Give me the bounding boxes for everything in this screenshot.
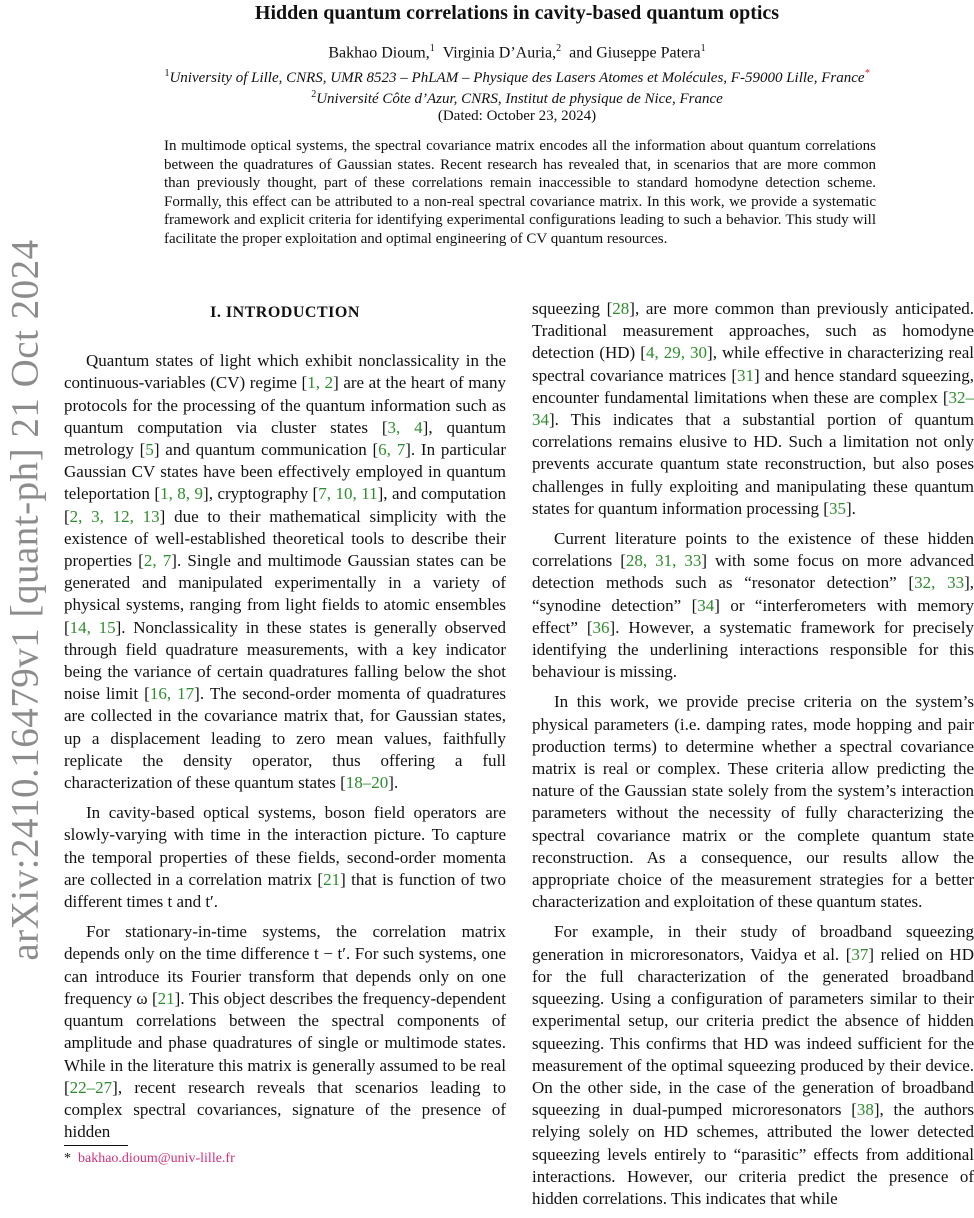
citation-link[interactable]: 18–20	[345, 773, 389, 793]
corresponding-author-link[interactable]: *	[864, 68, 870, 79]
footnote-rule	[64, 1145, 128, 1146]
citation-link[interactable]: 32–34	[532, 387, 974, 430]
author-name: Bakhao Dioum,	[328, 44, 430, 62]
citation-link[interactable]: 1, 2	[307, 373, 334, 393]
citation-link[interactable]: 22–27	[69, 1077, 113, 1097]
paragraph: In cavity-based optical systems, boson field operators are slowly-varying with time in the interaction picture. To capture the temporal properties of these fields, second-order momenta are collected in a correlation matrix [21] that is function of two different times t and t′.	[64, 803, 506, 912]
citation-link[interactable]: 21	[157, 988, 175, 1008]
citation-link[interactable]: 2, 7	[143, 551, 172, 571]
citation-link[interactable]: 21	[323, 869, 341, 889]
citation-link[interactable]: 32, 33	[914, 573, 965, 593]
author-name: and Giuseppe Patera	[569, 44, 701, 62]
citation-link[interactable]: 4, 29, 30	[645, 343, 708, 363]
affiliation-mark: 2	[311, 89, 317, 100]
citation-link[interactable]: 3, 4	[387, 417, 423, 437]
affiliation-2	[60, 89, 974, 108]
arxiv-sidebar-stamp	[0, 0, 50, 1200]
citation-link[interactable]: 34	[697, 595, 715, 615]
paragraph: Current literature points to the existence of these hidden correlations [28, 31, 33] with some focus on more advanced detection methods such as “resonator detection” [32, 33], “synodine detection” [34] or “interferometers with memory effect” [36]. However, a systematic framework for precisely identifying the underlining interactions responsible for this behaviour is missing.	[532, 529, 974, 682]
left-column	[64, 300, 506, 1151]
author-affiliation-mark: 1	[429, 43, 435, 54]
citation-link[interactable]: 28	[612, 299, 630, 318]
citation-link[interactable]: 35	[828, 498, 846, 518]
paragraph: In this work, we provide precise criteria on the system’s physical parameters (i.e. damping rates, mode hopping and pair production terms) to determine whether a spectral covariance matrix is real or complex. These criteria allow predicting the nature of the Gaussian state solely from the system’s interaction parameters without the necessity of fully characterizing the spectral covariance matrix or the complete quantum state reconstruction. As a consequence, our results allow the appropriate choice of the measurement strategies for a better characterization and exploitation of these quantum states.	[532, 692, 974, 912]
paper-title: Hidden quantum correlations in cavity-based quantum optics	[254, 2, 780, 24]
footnote-mark: *	[64, 1151, 71, 1166]
affiliation-text: University of Lille, CNRS, UMR 8523 – PhLAM – Physique des Lasers Atomes et Molécules, F-59000 Lille, France	[169, 70, 865, 86]
author-affiliation-mark: 1	[700, 43, 706, 54]
citation-link[interactable]: 6, 7	[378, 440, 406, 460]
citation-link[interactable]: 37	[851, 944, 869, 964]
footnote	[64, 1151, 235, 1167]
citation-link[interactable]: 5	[145, 440, 154, 460]
affiliation-text: Université Côte d’Azur, CNRS, Institut de physique de Nice, France	[316, 91, 723, 107]
citation-link[interactable]: 14, 15	[69, 617, 116, 637]
citation-link[interactable]: 31	[736, 365, 754, 385]
abstract: In multimode optical systems, the spectral covariance matrix encodes all the information about quantum correlations between the quadratures of Gaussian states. Recent research has revealed that, in scenarios that are more common than previously thought, part of these correlations remain inaccessible to standard homodyne detection scheme. Formally, this effect can be attributed to a non-real spectral covariance matrix. In this work, we provide a systematic framework and explicit criteria for identifying experimental configurations leading to such a behavior. This study will facilitate the proper exploitation and optimal engineering of CV quantum resources.	[164, 138, 876, 247]
affiliation-1	[60, 68, 974, 87]
arxiv-identifier: arXiv:2410.16479v1 [quant-ph] 21 Oct 2024	[3, 239, 47, 961]
paragraph: squeezing [28], are more common than previously anticipated. Traditional measurement approaches, such as homodyne detection (HD) [4, 29, 30], while effective in characterizing real spectral covariance matrices [31] and hence standard squeezing, encounter fundamental limitations when these are complex [32–34]. This indicates that a substantial portion of quantum correlations remains elusive to HD. Such a limitation not only prevents accurate quantum state reconstruction, but also poses challenges in fully exploiting and manipulating these quantum states for quantum information processing [35].	[532, 299, 974, 518]
citation-link[interactable]: 36	[592, 617, 610, 637]
citation-link[interactable]: 1, 8, 9	[160, 484, 204, 504]
citation-link[interactable]: 2, 3, 12, 13	[69, 506, 160, 526]
paragraph: For stationary-in-time systems, the correlation matrix depends only on the time difference t − t′. For such systems, one can introduce its Fourier transform that depends only on one frequency ω [21]. This object describes the frequency-dependent quantum correlations between the spectral components of amplitude and phase quadratures of single or multimode states. While in the literature this matrix is generally assumed to be real [22–27], recent research reveals that scenarios leading to complex spectral covariances, signature of the presence of hidden	[64, 922, 506, 1142]
citation-link[interactable]: 16, 17	[149, 684, 195, 704]
date-line: (Dated: October 23, 2024)	[437, 108, 597, 124]
email-link[interactable]: bakhao.dioum@univ-lille.fr	[78, 1151, 235, 1166]
affiliation-mark: 1	[164, 68, 170, 79]
citation-link[interactable]: 28, 31, 33	[625, 551, 702, 571]
author-list	[60, 43, 974, 62]
citation-link[interactable]: 7, 10, 11	[318, 484, 378, 504]
citation-link[interactable]: 38	[856, 1100, 874, 1120]
author-name: Virginia D’Auria,	[442, 44, 557, 62]
right-column	[532, 298, 974, 1218]
paragraph: Quantum states of light which exhibit nonclassicality in the continuous-variables (CV) regime [1, 2] are at the heart of many protocols for the processing of the quantum information such as quantum computation via cluster states [3, 4], quantum metrology [5] and quantum communication [6, 7]. In particular Gaussian CV states have been effectively employed in quantum teleportation [1, 8, 9], cryptography [7, 10, 11], and computation [2, 3, 12, 13] due to their mathematical simplicity with the existence of well-established theoretical tools to describe their properties [2, 7]. Single and multimode Gaussian states can be generated and manipulated experimentally in a variety of physical systems, ranging from light fields to atomic ensembles [14, 15]. Nonclassicality in these states is generally observed through field quadrature measurements, with a key indicator being the variance of certain quadratures falling below the shot noise limit [16, 17]. The second-order momenta of quadratures are collected in the covariance matrix that, for Gaussian states, up a displacement leading to zero mean values, faithfully replicate the density operator, thus offering a full characterization of these quantum states [18–20].	[64, 351, 507, 793]
paragraph: For example, in their study of broadband squeezing generation in microresonators, Vaidya et al. [37] relied on HD for the full characterization of the generated broadband squeezing. Using a configuration of parameters similar to their experimental setup, our criteria predict the absence of hidden squeezing. This confirms that HD was indeed sufficient for the measurement of the optimal squeezing produced by their device. On the other side, in the case of the generation of broadband squeezing in dual-pumped microresonators [38], the authors relying solely on HD schemes, attributed the lower detected squeezing levels entirely to “parasitic” effects from additional interactions. However, our criteria predict the presence of hidden correlations. This indicates that while	[532, 922, 974, 1208]
author-affiliation-mark: 2	[556, 43, 562, 54]
section-heading: I. INTRODUCTION	[210, 304, 360, 321]
